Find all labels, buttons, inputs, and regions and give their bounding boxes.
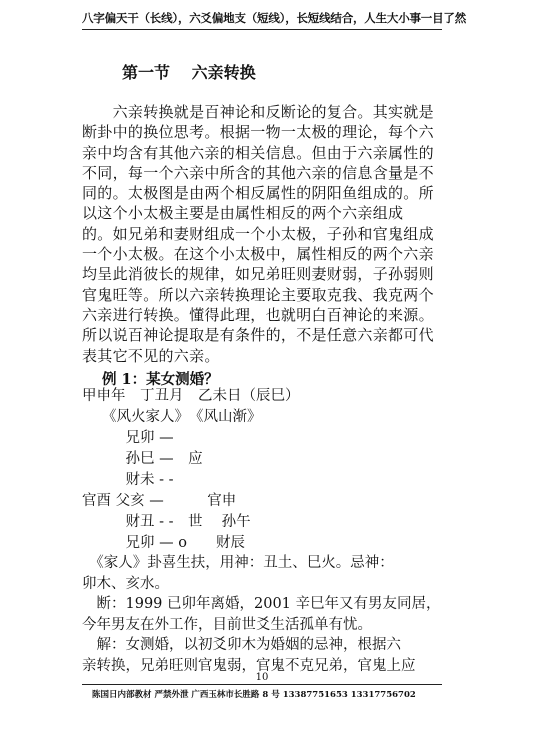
yao-line: 财丑 - - 世 孙午: [82, 514, 251, 530]
yao-line: 孙巳 — 应: [82, 451, 203, 467]
analysis-notes: [82, 553, 441, 676]
running-header: 八字偏天干（长线），六爻偏地支（短线），长短线结合，人生大小事一目了然: [82, 10, 442, 30]
note-line: 卯木、亥水。: [82, 575, 169, 592]
page-number: 10: [255, 672, 269, 683]
section-number: 第一节: [122, 63, 171, 82]
note-line: 《家人》卦喜生扶，用神：丑土、巳火。忌神：: [82, 555, 394, 571]
paragraph-line: 亲中均含有其他六亲的相关信息。但由于六亲属性的: [82, 143, 434, 162]
note-line: 解：女测婚，以初爻卯木为婚姻的忌神，根据六: [82, 637, 401, 653]
paragraph-line: 以这个小太极主要是由属性相反的两个六亲组成: [82, 204, 404, 223]
example-title: 例 1：某女测婚？: [102, 371, 219, 388]
footer-text: 陈国日内部教材 严禁外泄 广西玉林市长胜路 8 号 13387751653 13317756702: [92, 690, 416, 700]
section-name: 六亲转换: [191, 63, 256, 82]
paragraph-line: 官鬼旺等。所以六亲转换理论主要取克我、我克两个: [82, 285, 434, 304]
paragraph-line: 六亲进行转换。懂得此理，也就明白百神论的来源。: [82, 305, 434, 324]
yao-line: 官酉 父亥 — 官申: [82, 493, 237, 509]
paragraph-line: 均呈此消彼长的规律，如兄弟旺则妻财弱，子孙弱则: [82, 265, 434, 284]
paragraph-line: 六亲转换就是百神论和反断论的复合。其实就是: [82, 103, 434, 121]
paragraph-line: 不同，每一个六亲中所含的其他六亲的信息含量是不: [82, 163, 434, 182]
paragraph-line: 同的。太极图是由两个相反属性的阴阳鱼组成的。所: [82, 184, 434, 203]
paragraph-line: 一个小太极。在这个小太极中，属性相反的两个六亲: [82, 245, 434, 264]
footer-divider: [82, 684, 442, 685]
paragraph-line: 的。如兄弟和妻财组成一个小太极，子孙和官鬼组成: [82, 224, 434, 243]
hexagram-chart: [82, 386, 442, 554]
yao-line: 兄卯 — o 财辰: [82, 535, 245, 551]
yao-line: 财未 - -: [82, 472, 174, 488]
yao-line: 兄卯 —: [82, 430, 174, 446]
note-line: 断：1999 已卯年离婚，2001 辛巳年又有男友同居，: [82, 596, 441, 612]
note-line: 亲转换，兄弟旺则官鬼弱，官鬼不克兄弟，官鬼上应: [82, 657, 416, 674]
paragraph-line: 表其它不见的六亲。: [82, 346, 220, 365]
section-title: [122, 60, 256, 83]
paragraph-line: 所以说百神论提取是有条件的，不是任意六亲都可代: [82, 326, 434, 345]
note-line: 今年男友在外工作，目前世爻生活孤单有忧。: [82, 616, 372, 633]
date-line: 甲申年 丁丑月 乙未日（辰巳）: [82, 388, 300, 404]
document-page: [82, 10, 466, 700]
body-paragraph: [82, 102, 434, 366]
gua-names: 《风火家人》 《风山渐》: [102, 409, 262, 425]
paragraph-line: 断卦中的换位思考。根据一物一太极的理论，每个六: [82, 123, 434, 142]
